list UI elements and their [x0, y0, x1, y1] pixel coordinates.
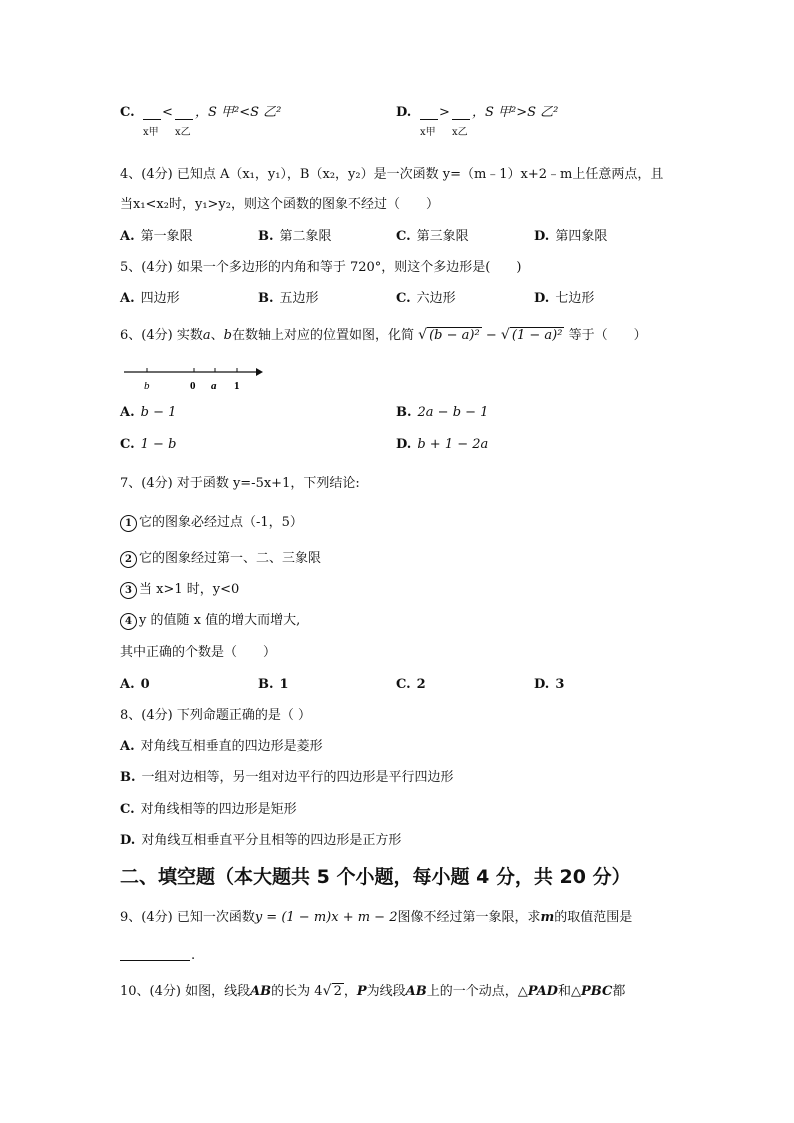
answer-blank[interactable] [120, 960, 190, 961]
q7-item-1 [120, 514, 303, 532]
q10-ab: AB [250, 984, 272, 999]
q9-prefix: 9、(4分) 已知一次函数 [120, 910, 255, 925]
q10-sqrt [323, 983, 344, 1001]
q6-number-line [120, 362, 270, 396]
option-text: 七边形 [555, 291, 595, 306]
q3-option-c [120, 104, 141, 122]
q4-line1: 4、(4分) 已知点 A（x₁，y₁），B（x₂，y₂）是一次函数 y=（m﹣1）x+2﹣m上任意两点，且 [120, 167, 664, 182]
option-text: 第一象限 [140, 229, 193, 244]
q4-line2: 当x₁<x₂时，y₁>y₂，则这个函数的图象不经过（ ） [120, 197, 439, 212]
q8-text: 8、(4分) 下列命题正确的是（ ） [120, 708, 311, 723]
q9-text [120, 909, 632, 927]
q8-option-a [120, 738, 323, 756]
q7-option-b [258, 676, 289, 694]
q6-text [120, 327, 647, 345]
option-text: 对角线互相垂直的四边形是菱形 [140, 739, 323, 754]
circled-number: 1 [120, 515, 137, 532]
q6-var-b: b [223, 328, 232, 343]
q6-option-b [396, 404, 488, 422]
q10-mid2: ， [343, 984, 357, 999]
q5-option-b [258, 290, 319, 308]
q6-prefix: 6、(4分) 实数 [120, 328, 203, 343]
q7-item-2 [120, 550, 321, 568]
q6-radicand-2: (1 − a)² [511, 328, 563, 343]
option-label: A. [120, 739, 135, 754]
label-1: 1 [234, 380, 240, 392]
label-a: a [211, 380, 217, 392]
q3-d-expr: ，S 甲²>S 乙² [472, 105, 559, 120]
q3-c-bar-yi [175, 119, 193, 120]
option-label: B. [396, 405, 412, 420]
q8-option-d [120, 832, 401, 850]
q10-radicand: 2 [333, 984, 342, 999]
option-label: B. [120, 770, 136, 785]
q6-option-d [396, 436, 488, 454]
q9-dot: . [191, 948, 196, 963]
q9-suffix: 图像不经过第一象限，求 [397, 910, 541, 925]
item-text: 当 x>1 时，y<0 [139, 582, 240, 597]
option-label: D. [396, 105, 412, 120]
option-label: D. [534, 291, 550, 306]
number-line-arrow [256, 368, 263, 376]
option-label: B. [258, 677, 274, 692]
option-label: D. [396, 437, 412, 452]
q5-option-a [120, 290, 180, 308]
q6-suffix: 等于（ ） [568, 328, 647, 343]
q3-c-compare: < [162, 105, 173, 120]
option-text: 第四象限 [555, 229, 608, 244]
q4-option-a [120, 228, 193, 246]
q3-d-x-yi: x乙 [452, 127, 468, 138]
option-label: B. [258, 229, 274, 244]
q6-sep: 、 [210, 328, 224, 343]
item-text: 它的图象必经过点（-1，5） [139, 515, 303, 530]
q7-option-c [396, 676, 426, 694]
circled-number: 2 [120, 551, 137, 568]
q7-question: 其中正确的个数是（ ） [120, 645, 277, 660]
option-label: B. [258, 291, 274, 306]
q9-suffix2: 的取值范围是 [554, 910, 633, 925]
option-text: 0 [140, 677, 150, 692]
option-text: 1 − b [140, 437, 177, 452]
q7-item-3 [120, 581, 239, 599]
option-label: D. [120, 833, 136, 848]
option-label: C. [396, 229, 411, 244]
q10-suffix: 都 [612, 984, 626, 999]
q10-ab2: AB [405, 984, 427, 999]
q3-d-x-jia: x甲 [420, 127, 436, 138]
option-label: C. [396, 677, 411, 692]
q3-d-bar-yi [452, 119, 470, 120]
q4-option-b [258, 228, 332, 246]
q9-var-m: m [540, 910, 555, 925]
q6-var-a: a [202, 328, 211, 343]
q10-mid3: 为线段 [366, 984, 406, 999]
q3-c-bar-jia [143, 119, 161, 120]
q5-option-c [396, 290, 456, 308]
q3-c-x-jia: x甲 [143, 127, 159, 138]
q4-option-d [534, 228, 607, 246]
q3-d-bar-jia [420, 119, 438, 120]
q3-c-expr: ，S 甲²<S 乙² [195, 105, 282, 120]
option-text: 第二象限 [279, 229, 332, 244]
q10-prefix: 10、(4分) 如图，线段 [120, 984, 251, 999]
option-text: 五边形 [279, 291, 319, 306]
q4-option-c [396, 228, 469, 246]
q3-option-d [396, 104, 417, 122]
option-text: b − 1 [140, 405, 177, 420]
q7-text: 7、(4分) 对于函数 y=-5x+1，下列结论: [120, 476, 360, 491]
item-text: y 的值随 x 值的增大而增大, [139, 613, 301, 628]
label-b: b [144, 380, 150, 392]
option-label: C. [120, 437, 135, 452]
q6-option-c [120, 436, 176, 454]
q10-pad: PAD [527, 984, 558, 999]
option-text: b + 1 − 2a [417, 437, 489, 452]
option-label: C. [120, 105, 135, 120]
q5-text: 5、(4分) 如果一个多边形的内角和等于 720°，则这个多边形是( ) [120, 260, 522, 275]
option-text: 一组对边相等，另一组对边平行的四边形是平行四边形 [141, 770, 454, 785]
option-text: 对角线相等的四边形是矩形 [140, 802, 297, 817]
option-label: A. [120, 677, 135, 692]
q3-c-x-yi: x乙 [175, 127, 191, 138]
q10-p: P [356, 984, 367, 999]
q10-mid5: 和△ [557, 984, 581, 999]
option-text: 2 [416, 677, 426, 692]
option-text: 对角线互相垂直平分且相等的四边形是正方形 [141, 833, 402, 848]
q10-text [120, 983, 625, 1001]
q5-option-d [534, 290, 594, 308]
option-text: 3 [555, 677, 565, 692]
q6-sqrt-1 [418, 327, 482, 345]
q8-option-b [120, 769, 454, 787]
label-0: 0 [190, 380, 196, 392]
option-label: A. [120, 229, 135, 244]
option-text: 第三象限 [416, 229, 469, 244]
q7-option-d [534, 676, 564, 694]
option-label: A. [120, 405, 135, 420]
option-label: C. [120, 802, 135, 817]
q7-item-4 [120, 612, 300, 630]
option-text: 1 [279, 677, 289, 692]
circled-number: 3 [120, 582, 137, 599]
q8-option-c [120, 801, 297, 819]
q6-radicand-1: (b − a)² [429, 328, 480, 343]
option-label: C. [396, 291, 411, 306]
q10-mid1: 的长为 4 [271, 984, 323, 999]
option-text: 2a − b − 1 [417, 405, 489, 420]
option-label: D. [534, 677, 550, 692]
q7-option-a [120, 676, 150, 694]
q6-sqrt-2 [501, 327, 565, 345]
option-text: 六边形 [416, 291, 456, 306]
q9-formula: y = (1 − m)x + m − 2 [254, 910, 398, 925]
option-label: A. [120, 291, 135, 306]
option-label: D. [534, 229, 550, 244]
q3-d-compare: > [439, 105, 450, 120]
q6-mid: 在数轴上对应的位置如图，化简 [231, 328, 414, 343]
item-text: 它的图象经过第一、二、三象限 [139, 551, 322, 566]
q10-pbc: PBC [580, 984, 613, 999]
option-text: 四边形 [140, 291, 180, 306]
section-heading: 二、填空题（本大题共 5 个小题，每小题 4 分，共 20 分） [120, 866, 631, 888]
q6-option-a [120, 404, 176, 422]
circled-number: 4 [120, 613, 137, 630]
q10-mid4: 上的一个动点，△ [426, 984, 528, 999]
q6-minus: − [485, 328, 497, 343]
